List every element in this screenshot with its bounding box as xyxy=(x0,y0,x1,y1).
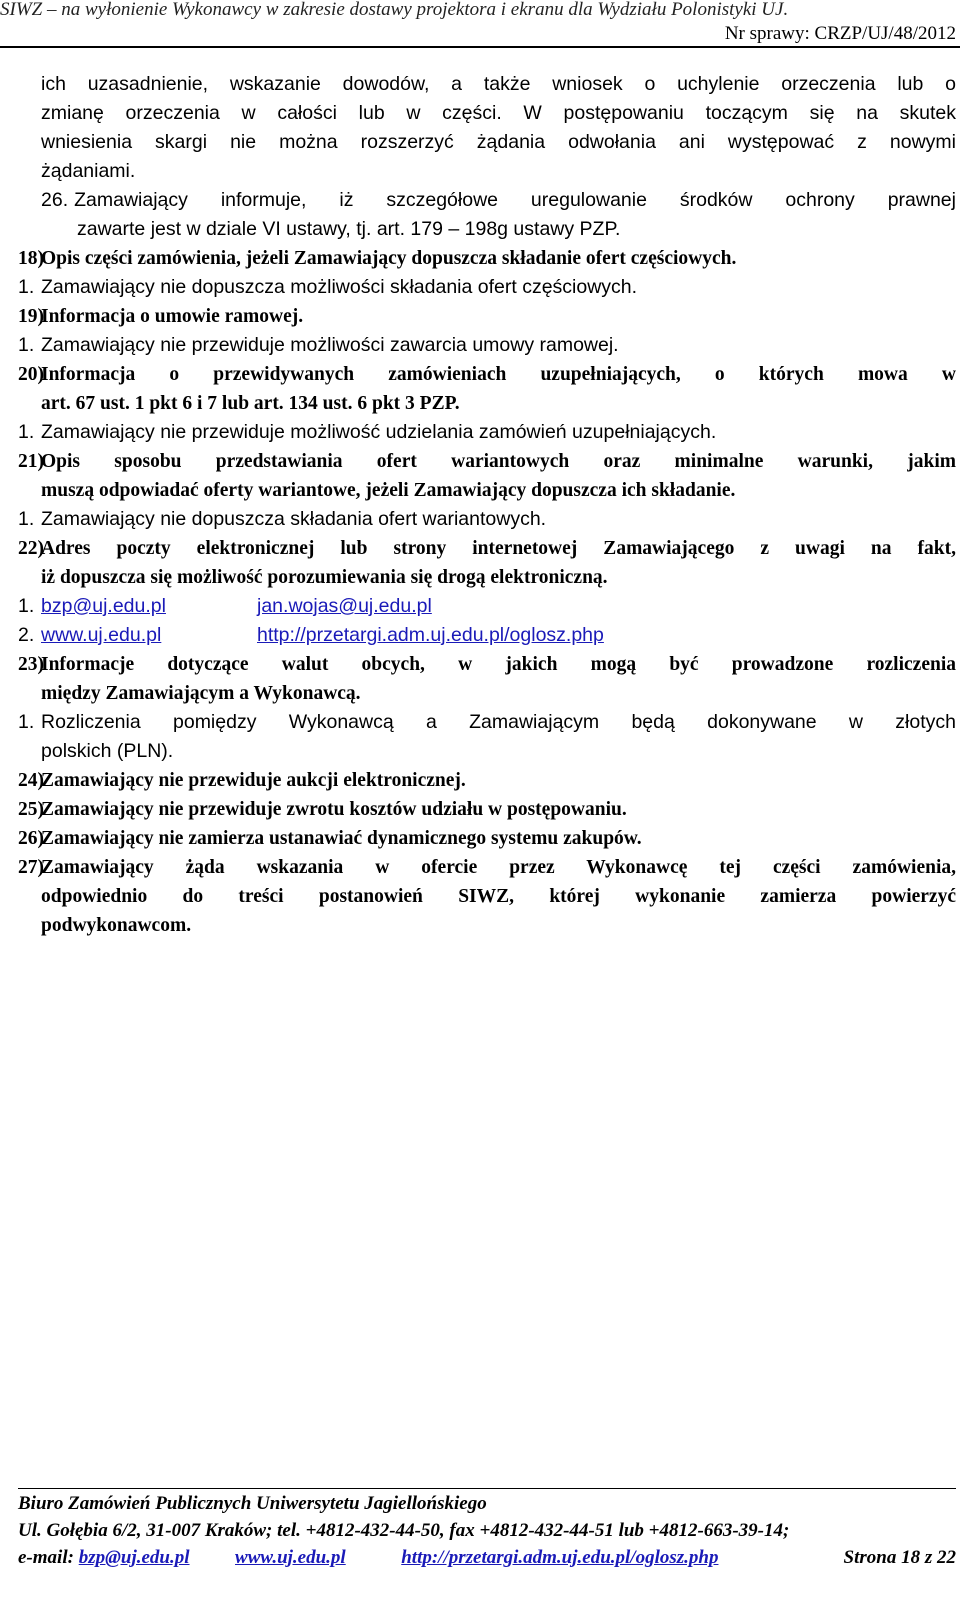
section-22-heading-cont: iż dopuszcza się możliwość porozumiewania się drogą elektroniczną. xyxy=(41,567,608,588)
section-27-heading xyxy=(18,853,956,882)
section-number: 25) xyxy=(18,799,44,820)
section-number: 23) xyxy=(18,654,44,675)
email-link[interactable]: bzp@uj.edu.pl xyxy=(41,595,166,617)
section-number: 24) xyxy=(18,770,44,791)
section-number: 27) xyxy=(18,857,44,878)
footer-divider xyxy=(18,1488,956,1489)
section-19-heading xyxy=(18,302,956,331)
section-title: Zamawiający nie przewiduje zwrotu kosztów udziału w postępowaniu. xyxy=(41,799,627,820)
point-text: Zamawiający nie przewiduje możliwości zawarcia umowy ramowej. xyxy=(41,334,619,356)
section-19-point xyxy=(18,331,956,360)
point-number: 1. xyxy=(18,334,35,356)
header-title: SIWZ – na wyłonienie Wykonawcy w zakresie dostawy projektora i ekranu dla Wydziału Polonistyki UJ. xyxy=(0,0,789,20)
point-text: Rozliczenia pomiędzy Wykonawcą a Zamawiającym będą dokonywane w złotych xyxy=(41,711,956,733)
section-number: 20) xyxy=(18,364,44,385)
website-link[interactable]: http://przetargi.adm.uj.edu.pl/oglosz.php xyxy=(257,624,604,646)
email-link[interactable]: jan.wojas@uj.edu.pl xyxy=(257,595,432,617)
section-21-heading xyxy=(18,447,956,476)
section-23-heading-cont: między Zamawiającym a Wykonawcą. xyxy=(41,683,361,704)
section-number: 19) xyxy=(18,306,44,327)
page-footer xyxy=(18,1490,956,1571)
footer-office: Biuro Zamówień Publicznych Uniwersytetu Jagiellońskiego xyxy=(18,1493,487,1514)
page-header xyxy=(0,0,960,48)
section-25-heading xyxy=(18,795,956,824)
footer-url-link[interactable]: http://przetargi.adm.uj.edu.pl/oglosz.php xyxy=(401,1547,719,1568)
point-text: Zamawiający nie przewiduje możliwość udzielania zamówień uzupełniających. xyxy=(41,421,717,443)
case-number: Nr sprawy: CRZP/UJ/48/2012 xyxy=(724,23,956,44)
section-title: Adres poczty elektronicznej lub strony internetowej Zamawiającego z uwagi na fakt, xyxy=(41,538,956,559)
section-20-point xyxy=(18,418,956,447)
section-21-heading-cont: muszą odpowiadać oferty wariantowe, jeżeli Zamawiający dopuszcza ich składanie. xyxy=(41,480,736,501)
item-26 xyxy=(18,186,956,215)
intro-line: ich uzasadnienie, wskazanie dowodów, a także wniosek o uchylenie orzeczenia lub o xyxy=(41,73,956,95)
point-number: 2. xyxy=(18,624,35,646)
footer-www-link[interactable]: www.uj.edu.pl xyxy=(235,1547,346,1568)
section-27-heading-cont: podwykonawcom. xyxy=(41,915,192,936)
section-27-heading-cont: odpowiednio do treści postanowień SIWZ, której wykonanie zamierza powierzyć xyxy=(41,886,956,907)
point-text: Zamawiający nie dopuszcza możliwości składania ofert częściowych. xyxy=(41,276,638,298)
point-number: 1. xyxy=(18,276,35,298)
section-number: 21) xyxy=(18,451,44,472)
section-22-heading xyxy=(18,534,956,563)
section-23-point xyxy=(18,708,956,737)
document-body xyxy=(18,70,956,940)
section-18-heading xyxy=(18,244,956,273)
contact-row xyxy=(18,592,956,621)
page-number: Strona 18 z 22 xyxy=(843,1547,956,1568)
point-number: 1. xyxy=(18,508,35,530)
section-21-point xyxy=(18,505,956,534)
section-18-point xyxy=(18,273,956,302)
section-title: Informacja o umowie ramowej. xyxy=(41,306,304,327)
footer-contacts xyxy=(18,1544,956,1571)
section-title: Zamawiający żąda wskazania w ofercie przez Wykonawcę tej części zamówienia, xyxy=(41,857,956,878)
item-26-number: 26. xyxy=(41,189,69,211)
section-20-heading-cont: art. 67 ust. 1 pkt 6 i 7 lub art. 134 ust. 6 pkt 3 PZP. xyxy=(41,393,460,414)
section-title: Zamawiający nie zamierza ustanawiać dynamicznego systemu zakupów. xyxy=(41,828,642,849)
point-number: 1. xyxy=(18,595,35,617)
section-title: Opis sposobu przedstawiania ofert wariantowych oraz minimalne warunki, jakim xyxy=(41,451,956,472)
contact-row xyxy=(18,621,956,650)
section-24-heading xyxy=(18,766,956,795)
footer-email-link[interactable]: bzp@uj.edu.pl xyxy=(78,1547,190,1568)
footer-address: Ul. Gołębia 6/2, 31-007 Kraków; tel. +4812-432-44-50, fax +4812-432-44-51 lub +4812-663-39-14; xyxy=(18,1520,790,1541)
section-number: 22) xyxy=(18,538,44,559)
intro-line: żądaniami. xyxy=(41,160,136,182)
website-link[interactable]: www.uj.edu.pl xyxy=(41,624,162,646)
section-number: 26) xyxy=(18,828,44,849)
section-26-heading xyxy=(18,824,956,853)
section-20-heading xyxy=(18,360,956,389)
section-title: Informacje dotyczące walut obcych, w jakich mogą być prowadzone rozliczenia xyxy=(41,654,956,675)
item-26-text: Zamawiający informuje, iż szczegółowe uregulowanie środków ochrony prawnej xyxy=(74,189,956,211)
section-title: Informacja o przewidywanych zamówieniach uzupełniających, o których mowa w xyxy=(41,364,956,385)
footer-email-label: e-mail: xyxy=(18,1547,74,1568)
header-divider xyxy=(0,46,960,48)
intro-line: wniesienia skargi nie można rozszerzyć żądania odwołania ani występować z nowymi xyxy=(41,131,956,153)
section-title: Opis części zamówienia, jeżeli Zamawiający dopuszcza składanie ofert częściowych. xyxy=(41,248,737,269)
item-26-text-2: zawarte jest w dziale VI ustawy, tj. art. 179 – 198g ustawy PZP. xyxy=(77,218,621,240)
section-number: 18) xyxy=(18,248,44,269)
intro-line: zmianę orzeczenia w całości lub w części. W postępowaniu toczącym się na skutek xyxy=(41,102,956,124)
point-number: 1. xyxy=(18,421,35,443)
section-23-heading xyxy=(18,650,956,679)
section-23-point-cont: polskich (PLN). xyxy=(41,740,174,762)
point-text: Zamawiający nie dopuszcza składania ofert wariantowych. xyxy=(41,508,547,530)
section-title: Zamawiający nie przewiduje aukcji elektronicznej. xyxy=(41,770,466,791)
point-number: 1. xyxy=(18,711,35,733)
